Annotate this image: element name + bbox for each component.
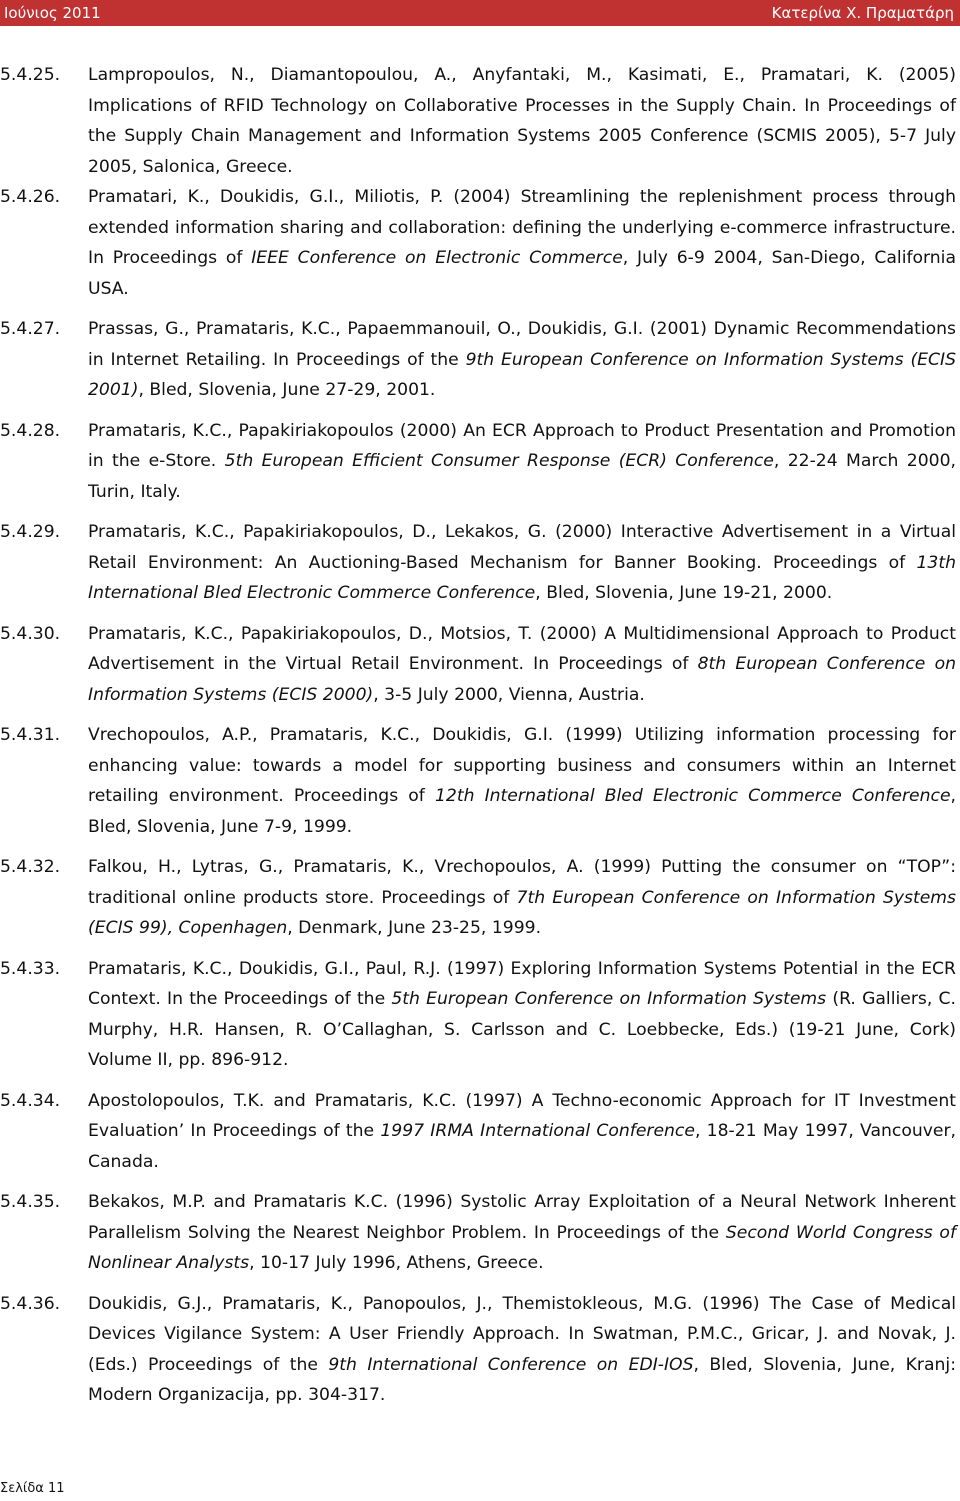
reference-text: Falkou, H., Lytras, G., Pramataris, K., Vrechopoulos, A. (1999) Putting the consumer on “TOP”: traditional online products store. Proceedings of [88, 857, 956, 908]
reference-text-tail: , Denmark, June 23-25, 1999. [287, 918, 542, 938]
reference-text-tail: , 3-5 July 2000, Vienna, Austria. [373, 684, 645, 705]
reference-text: Prassas, G., Pramataris, K.C., Papaemmanouil, O., Doukidis, G.I. (2001) Dynamic Recommendations in Internet Retailing. In Proceedings of the [88, 319, 956, 370]
reference-list [0, 60, 960, 1421]
reference-item [0, 314, 960, 406]
reference-number: 5.4.28. [0, 420, 61, 441]
reference-number: 5.4.30. [0, 623, 61, 644]
reference-text: Lampropoulos, N., Diamantopoulou, A., Anyfantaki, M., Kasimati, E., Pramatari, K. (2005) Implications of RFID Technology on Collaborative Processes in the Supply Chain. In Proceedings of the Supply Chain Management and Information Systems 2005 Conference (SCMIS 2005), 5-7 July 2005, Salonica, Greece. [88, 65, 956, 177]
reference-number: 5.4.27. [0, 319, 61, 339]
header-author: Κατερίνα Χ. Πραματάρη [771, 4, 954, 22]
reference-number: 5.4.31. [0, 725, 61, 745]
reference-item [0, 1289, 960, 1411]
reference-number: 5.4.26. [0, 187, 61, 207]
reference-text-tail: (R. Galliers, C. Murphy, H.R. Hansen, R. O’Callaghan, S. Carlsson and C. Loebbecke, Eds.) (19-21 June, Cork) Volume II, pp. 896-912. [88, 989, 956, 1070]
reference-item [0, 720, 960, 842]
reference-text: Pramataris, K.C., Papakiriakopoulos, D., Motsios, T. (2000) A Multidimensional Approach to Product Advertisement in the Virtual Retail Environment. In Proceedings of [88, 623, 956, 674]
reference-item [0, 416, 960, 508]
reference-number: 5.4.32. [0, 857, 61, 877]
reference-text: Pramataris, K.C., Papakiriakopoulos, D., Lekakos, G. (2000) Interactive Advertisement in a Virtual Retail Environment: An Auctioning-Based Mechanism for Banner Booking. Proceedings of [88, 522, 956, 573]
reference-item [0, 852, 960, 944]
reference-text-tail: , 10-17 July 1996, Athens, Greece. [249, 1253, 544, 1273]
reference-text: Bekakos, M.P. and Pramataris K.C. (1996) Systolic Array Exploitation of a Neural Network Inherent Parallelism Solving the Nearest Neighbor Problem. In Proceedings of the [88, 1192, 956, 1243]
reference-text: Apostolopoulos, T.K. and Pramataris, K.C. (1997) A Techno-economic Approach for IT Investment Evaluation’ In Proceedings of the [88, 1090, 956, 1141]
reference-number: 5.4.34. [0, 1090, 61, 1111]
reference-venue: 1997 IRMA International Conference [380, 1121, 695, 1141]
reference-venue: 13th International Bled Electronic Commerce Conference [88, 552, 956, 603]
header-date: Ιούνιος 2011 [4, 4, 101, 22]
reference-text-tail: , Bled, Slovenia, June 27-29, 2001. [138, 380, 436, 400]
reference-text-tail: , Bled, Slovenia, June, Kranj: Modern Organizacija, pp. 304-317. [88, 1354, 956, 1405]
reference-venue: 9th International Conference on EDI-IOS [328, 1354, 694, 1375]
reference-text: Pramataris, K.C., Papakiriakopoulos (2000) An ECR Approach to Product Presentation and Promotion in the e-Store. [88, 420, 956, 471]
reference-venue: 5th European Conference on Information Systems [391, 989, 827, 1009]
reference-text-tail: , 22-24 March 2000, Turin, Italy. [88, 451, 956, 502]
page-header [0, 0, 960, 26]
reference-text: Pramatari, K., Doukidis, G.I., Miliotis, P. (2004) Streamlining the replenishment process through extended information sharing and collaboration: defining the underlying e-commerce infrastructure. In Proceedings of [88, 187, 956, 268]
reference-number: 5.4.29. [0, 522, 61, 542]
page-number: Σελίδα 11 [0, 1481, 65, 1496]
reference-item [0, 1187, 960, 1279]
reference-text-tail: , Bled, Slovenia, June 19-21, 2000. [535, 583, 833, 603]
reference-item [0, 1086, 960, 1178]
reference-venue: 5th European Efficient Consumer Response (ECR) Conference [224, 451, 774, 471]
reference-venue: 9th European Conference on Information Systems (ECIS 2001) [88, 349, 957, 400]
reference-venue: 7th European Conference on Information Systems (ECIS 99), Copenhagen [88, 887, 956, 938]
reference-venue: 8th European Conference on Information Systems (ECIS 2000) [88, 654, 956, 705]
reference-number: 5.4.35. [0, 1192, 61, 1212]
reference-item [0, 182, 960, 304]
reference-text-tail: , Bled, Slovenia, June 7-9, 1999. [88, 786, 956, 837]
reference-venue: 12th International Bled Electronic Commerce Conference [434, 786, 951, 806]
reference-text: Pramataris, K.C., Doukidis, G.I., Paul, R.J. (1997) Exploring Information Systems Potential in the ECR Context. In the Proceedings of the [88, 958, 956, 1009]
reference-item [0, 619, 960, 711]
reference-item [0, 517, 960, 609]
reference-number: 5.4.36. [0, 1293, 61, 1314]
reference-text-tail: , 18-21 May 1997, Vancouver, Canada. [88, 1121, 957, 1172]
reference-text: Doukidis, G.J., Pramataris, K., Panopoulos, J., Themistokleous, M.G. (1996) The Case of Medical Devices Vigilance System: A User Friendly Approach. In Swatman, P.M.C., Gricar, J. and Novak, J. (Eds.) Proceedings of the [88, 1293, 956, 1375]
reference-venue: IEEE Conference on Electronic Commerce [251, 248, 623, 268]
reference-text: Vrechopoulos, A.P., Pramataris, K.C., Doukidis, G.I. (1999) Utilizing information processing for enhancing value: towards a model for supporting business and consumers within an Internet retailing environment. Proceedings of [88, 725, 956, 806]
reference-venue: Second World Congress of Nonlinear Analysts [88, 1222, 956, 1273]
reference-item [0, 954, 960, 1076]
reference-item [0, 60, 960, 182]
reference-number: 5.4.25. [0, 65, 61, 85]
reference-text-tail: , July 6-9 2004, San-Diego, California USA. [88, 248, 956, 299]
reference-number: 5.4.33. [0, 958, 61, 979]
